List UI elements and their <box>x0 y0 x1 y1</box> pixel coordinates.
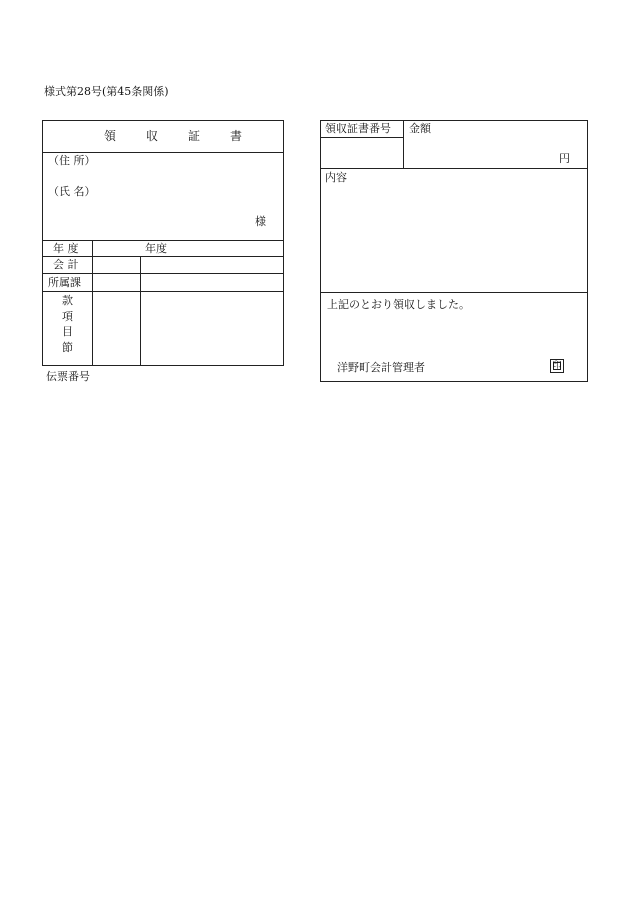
receipt-border-bottom <box>42 365 284 366</box>
row-divider-3 <box>42 291 284 292</box>
info-divider <box>42 240 284 241</box>
receipt-border-right <box>283 120 284 366</box>
department-label: 所属課 <box>48 276 81 289</box>
copy-border-right <box>587 120 588 382</box>
copy-border-top <box>320 120 588 121</box>
number-amount-divider <box>403 120 404 168</box>
content-label: 内容 <box>325 171 347 184</box>
col-divider-1 <box>92 240 93 366</box>
accounting-label: 会 計 <box>53 258 79 271</box>
content-section-bottom <box>320 292 588 293</box>
amount-label: 金額 <box>409 122 431 135</box>
col-divider-2 <box>140 256 141 366</box>
address-label: （住 所） <box>48 154 96 167</box>
row-divider-1 <box>42 256 284 257</box>
fiscal-year-label: 年 度 <box>53 242 79 255</box>
category-setsu: 節 <box>62 341 73 354</box>
form-number-label: 様式第28号(第45条関係) <box>44 85 169 98</box>
slip-number-label: 伝票番号 <box>46 370 90 383</box>
seal-char: 印 <box>552 361 562 371</box>
receipt-title: 領 収 証 書 <box>104 129 245 143</box>
row-divider-2 <box>42 273 284 274</box>
copy-border-bottom <box>320 381 588 382</box>
category-kan: 款 <box>62 294 73 307</box>
honorific: 様 <box>255 215 266 228</box>
yen-label: 円 <box>559 152 570 165</box>
number-label-underline <box>320 137 404 138</box>
received-statement: 上記のとおり領収しました。 <box>327 298 470 311</box>
title-divider <box>42 152 284 153</box>
category-kou: 項 <box>62 310 73 323</box>
category-moku: 目 <box>62 325 73 338</box>
seal-stamp <box>550 359 564 373</box>
receipt-number-label: 領収証書番号 <box>325 122 391 135</box>
copy-border-left <box>320 120 321 382</box>
issuer-name: 洋野町会計管理者 <box>337 361 425 374</box>
receipt-border-top <box>42 120 284 121</box>
name-label: （氏 名） <box>48 185 96 198</box>
receipt-border-left <box>42 120 43 366</box>
top-section-bottom <box>320 168 588 169</box>
fiscal-year-suffix: 年度 <box>145 242 167 255</box>
